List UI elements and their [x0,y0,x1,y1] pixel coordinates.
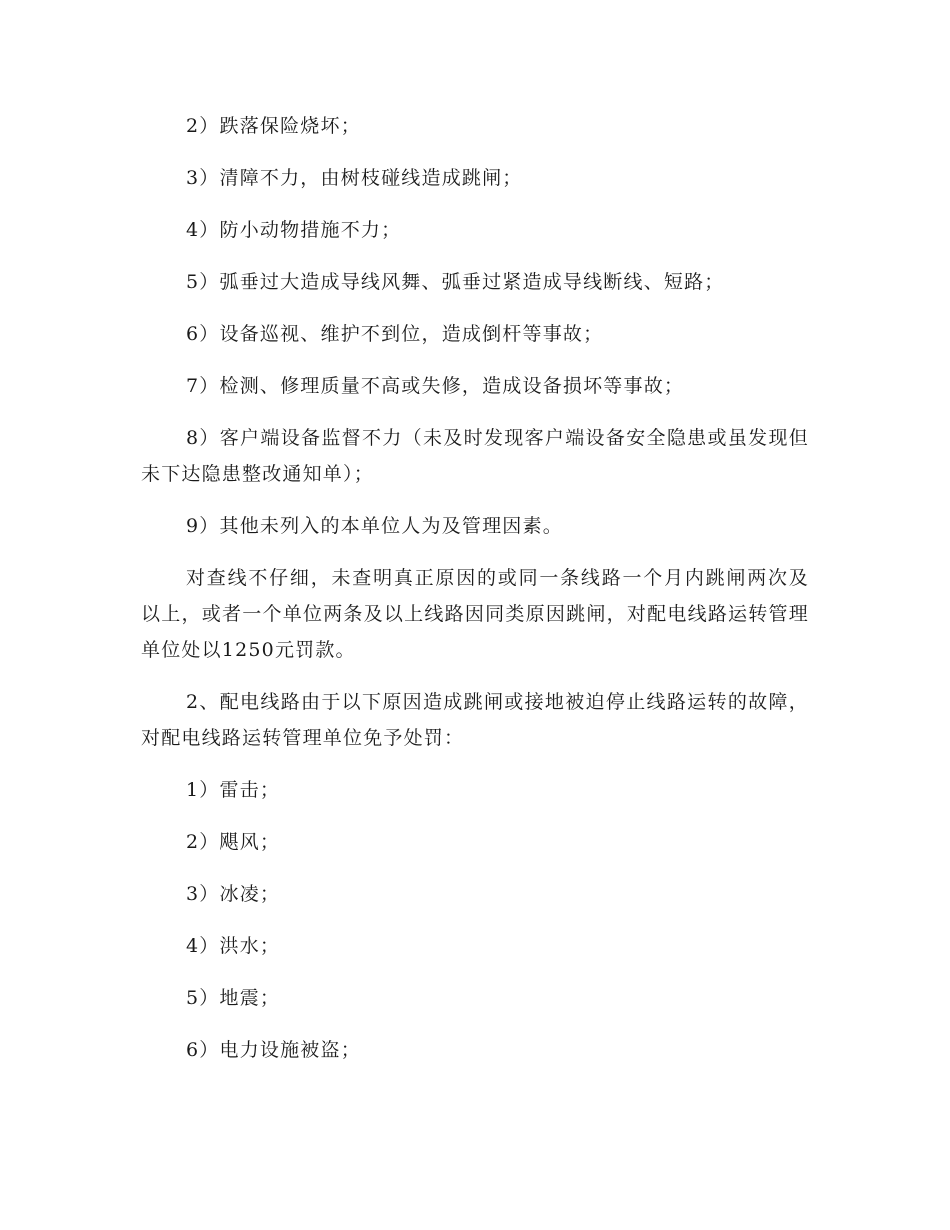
list-item: 5）弧垂过大造成导线风舞、弧垂过紧造成导线断线、短路； [186,271,725,293]
list-item: 4）防小动物措施不力； [186,219,402,241]
list-item: 3）冰凌； [186,883,281,905]
penalty-paragraph: 对查线不仔细，未查明真正原因的或同一条线路一个月内跳闸两次及以上，或者一个单位两条及以上线路因同类原因跳闸，对配电线路运转管理单位处以1250元罚款。 [141,567,809,661]
list-item: 7）检测、修理质量不高或失修，造成设备损坏等事故； [186,375,685,397]
list-item: 6）设备巡视、维护不到位，造成倒杆等事故； [186,323,604,345]
list-item: 9）其他未列入的本单位人为及管理因素。 [186,515,563,537]
list-item: 2）跌落保险烧坏； [186,115,361,137]
list-item: 5）地震； [186,987,281,1009]
list-item: 2）飓风； [186,831,281,853]
list-item: 8）客户端设备监督不力（未及时发现客户端设备安全隐患或虽发现但未下达隐患整改通知单）； [141,427,809,485]
list-item: 3）清障不力，由树枝碰线造成跳闸； [186,167,523,189]
list-item: 1）雷击； [186,779,281,801]
list-item: 4）洪水； [186,935,281,957]
list-item: 6）电力设施被盗； [186,1039,361,1061]
document-body [141,108,809,1084]
section-paragraph: 2、配电线路由于以下原因造成跳闸或接地被迫停止线路运转的故障，对配电线路运转管理单位免予处罚： [141,691,809,749]
